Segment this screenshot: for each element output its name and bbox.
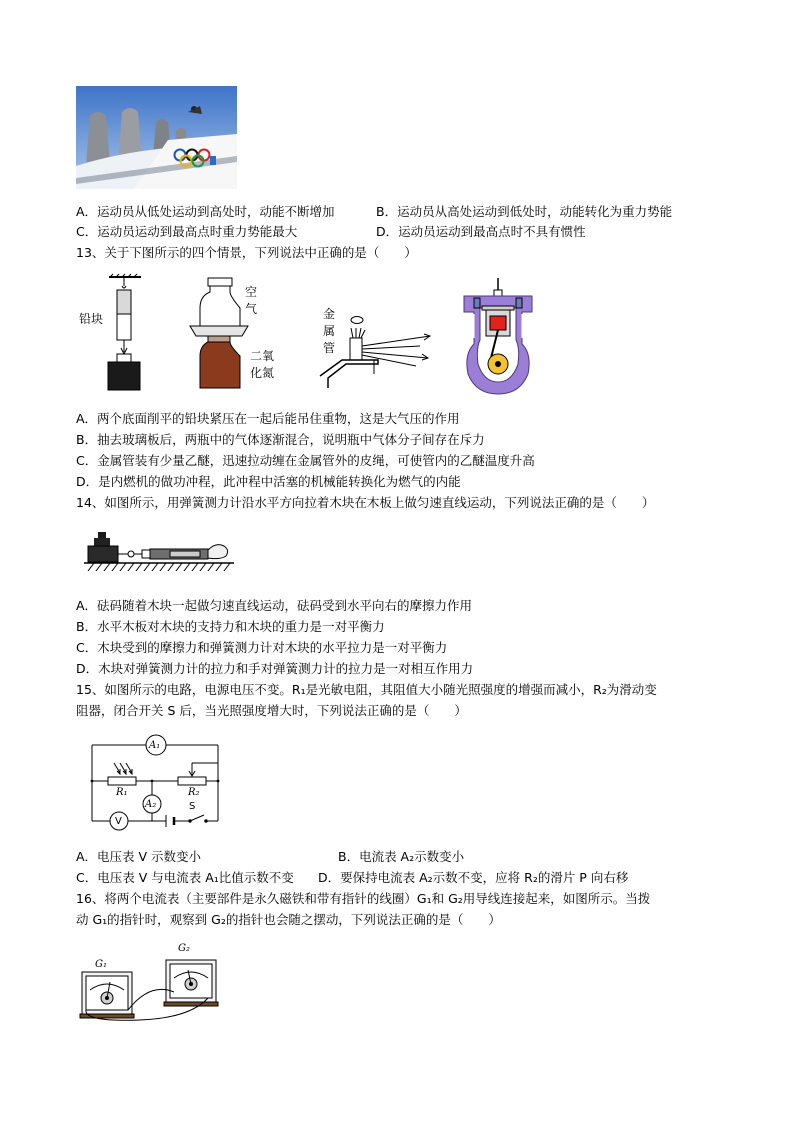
q13-option-d: D．是内燃机的做功冲程，此冲程中活塞的机械能转换化为燃气的内能 bbox=[76, 474, 461, 489]
metal-tube-figure bbox=[320, 316, 432, 388]
lead-blocks-figure bbox=[105, 274, 145, 392]
q14-stem: 14、如图所示，用弹簧测力计沿水平方向拉着木块在木板上做匀速直线运动，下列说法正确的是（ ） bbox=[76, 495, 655, 510]
q12-option-c: C．运动员运动到最高点时重力势能最大 bbox=[76, 224, 298, 239]
q15-option-d: D．要保持电流表 A₂示数不变，应将 R₂的滑片 P 向右移 bbox=[318, 870, 629, 885]
resistor-r1-label: R₁ bbox=[116, 787, 128, 798]
no2-label-1: 二氧 bbox=[250, 349, 275, 363]
q16-stem-line-1: 16、将两个电流表（主要部件是永久磁铁和带有指针的线圈）G₁和 G₂用导线连接起来，如图所示。当拨 bbox=[76, 891, 651, 906]
q16-stem-line-2: 动 G₁的指针时，观察到 G₂的指针也会随之摆动，下列说法正确的是（ ） bbox=[76, 912, 501, 927]
q15-option-a: A．电压表 V 示数变小 bbox=[76, 849, 202, 864]
q14-option-c: C．木块受到的摩擦力和弹簧测力计对木块的水平拉力是一对平衡力 bbox=[76, 640, 448, 655]
spring-scale-figure bbox=[84, 528, 234, 578]
ski-jump-photo bbox=[76, 86, 237, 189]
q12-option-a: A．运动员从低处运动到高处时，动能不断增加 bbox=[76, 204, 335, 219]
ammeter-a2-label: A₂ bbox=[145, 799, 157, 810]
q13-option-c: C．金属管装有少量乙醚，迅速拉动缠在金属管外的皮绳，可使管内的乙醚温度升高 bbox=[76, 453, 535, 468]
no2-label-2: 化氮 bbox=[250, 366, 275, 380]
q14-option-a: A．砝码随着木块一起做匀速直线运动，砝码受到水平向右的摩擦力作用 bbox=[76, 598, 473, 613]
resistor-r2-label: R₂ bbox=[188, 787, 200, 798]
q15-stem-line-2: 阻器，闭合开关 S 后，当光照强度增大时，下列说法正确的是（ ） bbox=[76, 703, 467, 718]
q12-option-d: D．运动员运动到最高点时不具有惯性 bbox=[376, 224, 586, 239]
q13-option-b: B．抽去玻璃板后，两瓶中的气体逐渐混合，说明瓶中气体分子间存在斥力 bbox=[76, 432, 485, 447]
q15-option-b: B．电流表 A₂示数变小 bbox=[338, 849, 465, 864]
voltmeter-v-label: V bbox=[115, 816, 122, 827]
ammeter-a1-label: A₁ bbox=[149, 740, 161, 751]
metal-tube-label-3: 管 bbox=[323, 341, 336, 355]
metal-tube-label-1: 金 bbox=[323, 307, 336, 321]
lead-block-label: 铅块 bbox=[79, 312, 104, 326]
q15-stem-line-1: 15、如图所示的电路，电源电压不变。R₁是光敏电阻，其阻值大小随光照强度的增强而减小，R₂为滑动变 bbox=[76, 682, 657, 697]
q15-option-c: C．电压表 V 与电流表 A₁比值示数不变 bbox=[76, 870, 294, 885]
galvanometer-g1-label: G₁ bbox=[95, 959, 107, 970]
q14-option-b: B．水平木板对木块的支持力和木块的重力是一对平衡力 bbox=[76, 619, 385, 634]
engine-figure bbox=[460, 278, 536, 396]
gas-diffusion-figure bbox=[190, 278, 250, 390]
air-label-1: 空 bbox=[245, 285, 258, 299]
q12-option-b: B．运动员从高处运动到低处时，动能转化为重力势能 bbox=[376, 204, 673, 219]
q14-option-d: D．木块对弹簧测力计的拉力和手对弹簧测力计的拉力是一对相互作用力 bbox=[76, 661, 474, 676]
galvanometer-g2-label: G₂ bbox=[178, 943, 190, 954]
switch-s-label: S bbox=[189, 801, 196, 812]
metal-tube-label-2: 属 bbox=[323, 324, 336, 338]
q13-option-a: A．两个底面削平的铅块紧压在一起后能吊住重物，这是大气压的作用 bbox=[76, 411, 460, 426]
air-label-2: 气 bbox=[245, 302, 258, 316]
q13-stem: 13、关于下图所示的四个情景，下列说法中正确的是（ ） bbox=[76, 245, 417, 260]
